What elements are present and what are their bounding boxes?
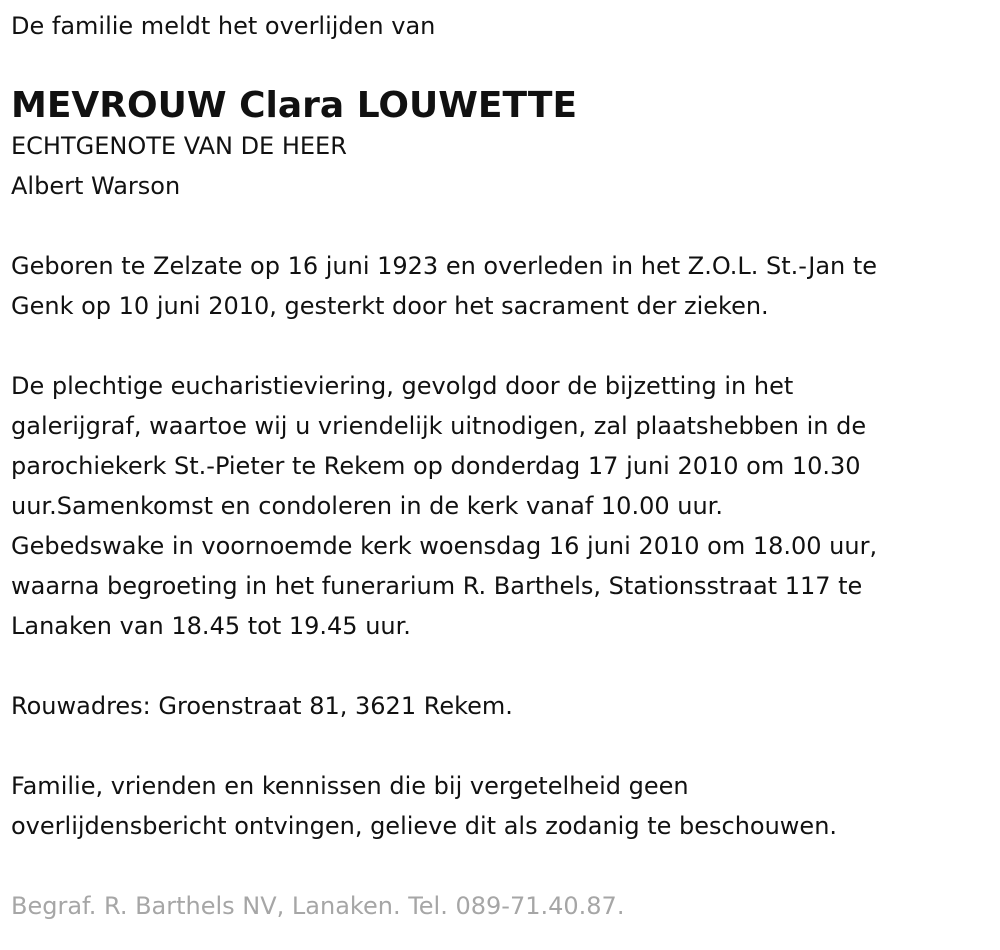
paragraph-line: Genk op 10 juni 2010, gesterkt door het sacrament der zieken. (11, 292, 769, 320)
funeral-home-footer: Begraf. R. Barthels NV, Lanaken. Tel. 089-71.40.87. (11, 892, 625, 920)
deceased-block (11, 86, 1000, 206)
paragraph-line: uur.Samenkomst en condoleren in de kerk vanaf 10.00 uur. (11, 492, 723, 520)
paragraph-line: galerijgraf, waartoe wij u vriendelijk uitnodigen, zal plaatshebben in de (11, 412, 867, 440)
paragraph-line: overlijdensbericht ontvingen, gelieve dit als zodanig te beschouwen. (11, 812, 838, 840)
intro-text: De familie meldt het overlijden van (11, 12, 436, 40)
ceremony-paragraph (11, 366, 1000, 646)
address-paragraph (11, 686, 1000, 726)
spouse-name: Albert Warson (11, 172, 181, 200)
paragraph-line: Familie, vrienden en kennissen die bij vergetelheid geen (11, 772, 689, 800)
paragraph-line: De plechtige eucharistieviering, gevolgd door de bijzetting in het (11, 372, 794, 400)
footer-paragraph (11, 886, 1000, 926)
paragraph-line: Geboren te Zelzate op 16 juni 1923 en overleden in het Z.O.L. St.-Jan te (11, 252, 878, 280)
paragraph-line: Lanaken van 18.45 tot 19.45 uur. (11, 612, 411, 640)
paragraph-line: parochiekerk St.-Pieter te Rekem op donderdag 17 juni 2010 om 10.30 (11, 452, 861, 480)
birth-death-paragraph (11, 246, 1000, 326)
paragraph-line: waarna begroeting in het funerarium R. Barthels, Stationsstraat 117 te (11, 572, 863, 600)
closing-paragraph (11, 766, 1000, 846)
mourning-address: Rouwadres: Groenstraat 81, 3621 Rekem. (11, 692, 513, 720)
paragraph-line: Gebedswake in voornoemde kerk woensdag 16 juni 2010 om 18.00 uur, (11, 532, 878, 560)
spouse-title: ECHTGENOTE VAN DE HEER (11, 132, 347, 160)
deceased-name: MEVROUW Clara LOUWETTE (11, 85, 578, 126)
